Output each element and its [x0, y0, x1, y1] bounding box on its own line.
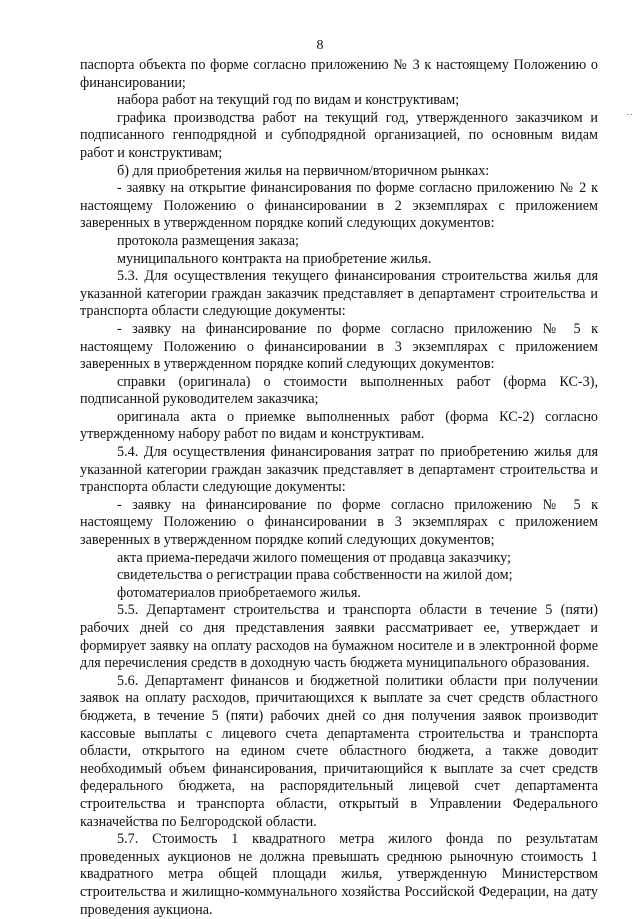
- paragraph: фотоматериалов приобретаемого жилья.: [117, 584, 361, 601]
- paragraph: графика производства работ на текущий год, утвержденного заказчиком и подписанного генподрядной и субподрядной организацией, по основным видам работ и конструктивам;: [80, 109, 598, 161]
- page-number: 8: [316, 38, 324, 53]
- paragraph: свидетельства о регистрации права собственности на жилой дом;: [117, 567, 513, 584]
- paragraph: набора работ на текущий год по видам и конструктивам;: [117, 92, 460, 109]
- paragraph: акта приема-передачи жилого помещения от продавца заказчику;: [117, 549, 511, 566]
- paragraph: справки (оригинала) о стоимости выполненных работ (форма КС-3), подписанной руководителем заказчика;: [80, 373, 598, 408]
- paragraph: паспорта объекта по форме согласно приложению № 3 к настоящему Положению о финансировании;: [80, 57, 598, 91]
- paragraph: - заявку на финансирование по форме согласно приложению № 5 к настоящему Положению о финансировании в 3 экземплярах с приложением заверенных в утвержденном порядке копий следующих документов;: [80, 496, 598, 549]
- paragraph: 5.3. Для осуществления текущего финансирования строительства жилья для указанной категории граждан заказчик представляет в департамент строительства и транспорта области следующие документы:: [80, 268, 598, 320]
- paragraph: 5.6. Департамент финансов и бюджетной политики области при получении заявок на оплату расходов, причитающихся к выплате за счет средств областного бюджета, в течение 5 (пяти) рабочих дней со дня получения заявок производит кассовые выплаты с лицевого счета департамента строительства и транспорта области, открытого на едином счете областного бюджета, а также доводит необходимый объем финансирования, причитающийся к выплате за счет средств федерального бюджета, на распорядительный лицевой счет департамента строительства и транспорта области, открытый в Управлении Федерального казначейства по Белгородской области.: [80, 672, 598, 830]
- paragraph: - заявку на финансирование по форме согласно приложению № 5 к настоящему Положению о финансировании в 3 экземплярах с приложением заверенных в утвержденном порядке копий следующих документов:: [80, 320, 598, 373]
- paragraph: 5.7. Стоимость 1 квадратного метра жилого фонда по результатам проведенных аукционов не должна превышать среднюю рыночную стоимость 1 квадратного метра общей площади жилья, утвержденную Министерством строительства и жилищно-коммунального хозяйства Российской Федерации, на дату проведения аукциона.: [80, 831, 598, 918]
- paragraph: протокола размещения заказа;: [117, 232, 299, 249]
- margin-mark: ˙˙: [626, 113, 633, 124]
- paragraph: б) для приобретения жилья на первичном/вторичном рынках:: [117, 162, 490, 179]
- paragraph: 5.4. Для осуществления финансирования затрат по приобретению жилья для указанной категории граждан заказчик представляет в департамент строительства и транспорта области следующие документы:: [80, 444, 598, 496]
- paragraph: 5.5. Департамент строительства и транспорта области в течение 5 (пяти) рабочих дней со дня представления заявки рассматривает ее, утверждает и формирует заявку на оплату расходов на бумажном носителе и в электронной форме для перечисления средств в доходную часть бюджета муниципального образования.: [80, 602, 598, 672]
- paragraph: оригинала акта о приемке выполненных работ (форма КС-2) согласно утвержденному набору работ по видам и конструктивам.: [80, 408, 598, 443]
- paragraph: муниципального контракта на приобретение жилья.: [117, 250, 432, 267]
- document-body: [80, 57, 598, 919]
- paragraph: - заявку на открытие финансирования по форме согласно приложению № 2 к настоящему Положению о финансировании в 2 экземплярах с приложением заверенных в утвержденном порядке копий следующих документов:: [80, 180, 598, 232]
